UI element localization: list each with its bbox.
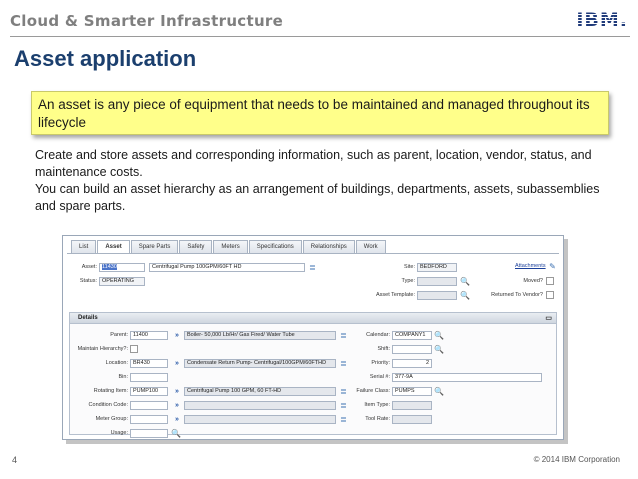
meter-group-label: Meter Group: — [95, 416, 128, 422]
priority-field[interactable]: 2 — [392, 359, 432, 368]
meter-group-field[interactable] — [130, 415, 168, 424]
asset-template-field[interactable] — [417, 291, 457, 300]
item-type-label: Item Type: — [364, 402, 390, 408]
asset-description-field[interactable]: Centrifugal Pump 100GPM/60FT HD — [149, 263, 305, 272]
attachments-icon[interactable]: ✎ — [549, 262, 556, 271]
calendar-lookup-icon[interactable]: 🔍 — [434, 331, 444, 340]
serial-field[interactable]: 377-9A — [392, 373, 542, 382]
asset-field[interactable] — [99, 263, 145, 272]
long-description-icon[interactable]: ≣ — [309, 263, 316, 272]
location-description-icon[interactable]: ≣ — [340, 359, 347, 368]
parent-label: Parent: — [110, 332, 128, 338]
location-description-field[interactable]: Condensate Return Pump- Centrifugal/100GPM/60FTHD — [184, 359, 336, 368]
site-label: Site: — [403, 264, 415, 270]
meter-group-description-icon[interactable]: ≣ — [340, 415, 347, 424]
asset-template-label: Asset Template: — [375, 292, 415, 298]
type-lookup-icon[interactable]: 🔍 — [460, 277, 470, 286]
banner-title: Cloud & Smarter Infrastructure — [10, 12, 284, 30]
failure-class-label: Failure Class: — [356, 388, 390, 394]
tab-relationships[interactable]: Relationships — [303, 240, 355, 253]
page-number: 4 — [12, 455, 18, 465]
rotating-item-field[interactable]: PUMP100 — [130, 387, 168, 396]
tool-rate-field[interactable] — [392, 415, 432, 424]
details-header[interactable] — [70, 313, 556, 324]
rotating-item-description-field[interactable]: Centrifugal Pump 100 GPM, 60 FT-HD — [184, 387, 336, 396]
shift-field[interactable] — [392, 345, 432, 354]
ibm-logo: IBM. — [576, 9, 628, 31]
asset-label: Asset: — [81, 264, 97, 270]
tab-spare-parts[interactable]: Spare Parts — [131, 240, 179, 253]
usage-field[interactable] — [130, 429, 168, 438]
tab-list[interactable]: List — [71, 240, 96, 253]
banner — [10, 8, 632, 34]
status-label: Status: — [79, 278, 97, 284]
shift-label: Shift: — [377, 346, 390, 352]
parent-description-field[interactable]: Boiler- 50,000 Lb/Hr/ Gas Fired/ Water Tube — [184, 331, 336, 340]
shift-lookup-icon[interactable]: 🔍 — [434, 345, 444, 354]
calendar-label: Calendar: — [366, 332, 390, 338]
banner-divider — [10, 36, 630, 37]
item-type-field[interactable] — [392, 401, 432, 410]
parent-field[interactable]: 11400 — [130, 331, 168, 340]
type-field[interactable] — [417, 277, 457, 286]
copyright: © 2014 IBM Corporation — [533, 455, 620, 464]
body-paragraph-1: Create and store assets and corresponding information, such as parent, location, vendor, status, and maintenance costs. — [35, 148, 592, 179]
tab-underline — [67, 253, 559, 254]
tab-meters[interactable]: Meters — [213, 240, 247, 253]
condition-code-description-field[interactable] — [184, 401, 336, 410]
asset-value: 11430 — [102, 264, 117, 270]
meter-group-go-to-icon[interactable]: » — [175, 416, 179, 423]
asset-app-screenshot — [62, 235, 564, 440]
condition-code-go-to-icon[interactable]: » — [175, 402, 179, 409]
rotating-item-go-to-icon[interactable]: » — [175, 388, 179, 395]
returned-to-vendor-label: Returned To Vendor? — [491, 292, 543, 298]
collapse-icon[interactable]: ▭ — [545, 315, 552, 322]
serial-label: Serial #: — [369, 374, 390, 380]
location-go-to-icon[interactable]: » — [175, 360, 179, 367]
condition-code-description-icon[interactable]: ≣ — [340, 401, 347, 410]
condition-code-label: Condition Code: — [88, 402, 128, 408]
site-field[interactable]: BEDFORD — [417, 263, 457, 272]
type-label: Type: — [401, 278, 415, 284]
returned-to-vendor-checkbox[interactable] — [546, 291, 554, 299]
details-section — [69, 312, 557, 438]
tab-safety[interactable]: Safety — [179, 240, 212, 253]
failure-class-lookup-icon[interactable]: 🔍 — [434, 387, 444, 396]
tab-work[interactable]: Work — [356, 240, 386, 253]
definition-callout: An asset is any piece of equipment that needs to be maintained and managed throughout its lifecycle — [31, 91, 609, 135]
location-field[interactable]: BR430 — [130, 359, 168, 368]
maintain-hierarchy-checkbox[interactable] — [130, 345, 138, 353]
tab-specifications[interactable]: Specifications — [249, 240, 302, 253]
location-label: Location: — [105, 360, 128, 366]
usage-label: Usage: — [110, 430, 128, 436]
maintain-hierarchy-label: Maintain Hierarchy?: — [77, 346, 128, 352]
tab-asset[interactable]: Asset — [97, 240, 129, 253]
parent-go-to-icon[interactable]: » — [175, 332, 179, 339]
asset-template-lookup-icon[interactable]: 🔍 — [460, 291, 470, 300]
rotating-item-label: Rotating Item: — [93, 388, 128, 394]
failure-class-field[interactable]: PUMPS — [392, 387, 432, 396]
status-field[interactable]: OPERATING — [99, 277, 145, 286]
parent-description-icon[interactable]: ≣ — [340, 331, 347, 340]
attachments-link[interactable]: Attachments — [515, 263, 546, 269]
tool-rate-label: Tool Rate: — [365, 416, 390, 422]
condition-code-field[interactable] — [130, 401, 168, 410]
body-paragraph-2: You can build an asset hierarchy as an arrangement of buildings, departments, assets, subassemblies and spare parts. — [35, 182, 600, 213]
slide-title: Asset application — [14, 46, 197, 71]
bin-field[interactable] — [130, 373, 168, 382]
moved-checkbox[interactable] — [546, 277, 554, 285]
tab-bar — [71, 240, 387, 254]
priority-label: Priority: — [371, 360, 390, 366]
rotating-item-description-icon[interactable]: ≣ — [340, 387, 347, 396]
moved-label: Moved? — [523, 278, 543, 284]
calendar-field[interactable]: COMPANY1 — [392, 331, 432, 340]
details-title: Details — [78, 315, 98, 321]
meter-group-description-field[interactable] — [184, 415, 336, 424]
bin-label: Bin: — [118, 374, 128, 380]
usage-lookup-icon[interactable]: 🔍 — [171, 429, 181, 438]
